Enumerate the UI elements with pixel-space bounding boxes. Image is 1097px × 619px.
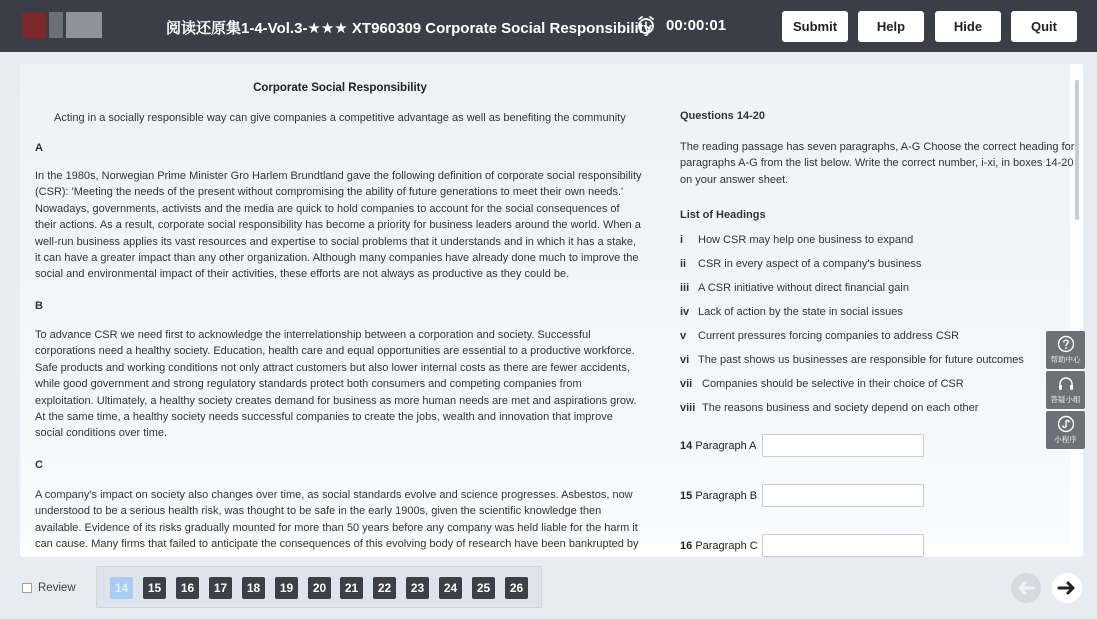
- heading-text: CSR in every aspect of a company's business: [698, 258, 922, 270]
- answer-label: Paragraph B: [695, 489, 758, 502]
- question-button-21[interactable]: 21: [340, 577, 363, 599]
- passage-title: Corporate Social Responsibility: [253, 82, 427, 94]
- question-button-19[interactable]: 19: [275, 577, 298, 599]
- question-button-23[interactable]: 23: [406, 577, 429, 599]
- heading-number: i: [680, 234, 684, 246]
- question-navigator: [96, 566, 542, 608]
- heading-item: [680, 234, 913, 246]
- question-button-22[interactable]: 22: [373, 577, 396, 599]
- paragraph-label: A: [35, 142, 43, 154]
- top-bar: [0, 0, 1097, 52]
- question-button-24[interactable]: 24: [439, 577, 462, 599]
- quit-button[interactable]: Quit: [1011, 11, 1077, 42]
- heading-text: The reasons business and society depend on each other: [702, 402, 979, 414]
- answer-input-15[interactable]: [762, 484, 924, 507]
- paragraph-text: To advance CSR we need first to acknowledge the interrelationship between a corporation and society. Successful corporations need a healthy society. Education, health care and equal opportunities are essential to a productive workforce. Safe products and working conditions not only attract customers but also lower internal costs as there are fewer accidents, while good government and strong regulatory standards protect both consumers and competing companies from exploitation. Ultimately, a healthy society creates demand for business as more human needs are met and aspirations grow. At the same time, a healthy society needs successful companies to create the jobs, wealth and innovation that improve social conditions over time.: [35, 329, 637, 440]
- qa-group-widget[interactable]: [1046, 371, 1085, 409]
- headings-title: List of Headings: [680, 209, 766, 221]
- question-button-18[interactable]: 18: [242, 577, 265, 599]
- heading-item: [680, 378, 964, 390]
- heading-text: Lack of action by the state in social issues: [698, 306, 903, 318]
- question-button-14[interactable]: 14: [110, 577, 133, 599]
- next-button[interactable]: [1052, 573, 1082, 603]
- question-button-15[interactable]: 15: [143, 577, 166, 599]
- paragraph-label: B: [35, 300, 43, 312]
- answer-row: [680, 534, 758, 557]
- arrow-left-icon: [1017, 581, 1035, 595]
- answer-row: [680, 484, 757, 507]
- heading-number: vii: [680, 378, 693, 390]
- answer-label: Paragraph C: [695, 539, 758, 552]
- question-button-25[interactable]: 25: [472, 577, 495, 599]
- content-area: [20, 64, 1083, 557]
- answer-row: [680, 434, 756, 457]
- question-button-26[interactable]: 26: [505, 577, 528, 599]
- heading-item: [680, 258, 921, 270]
- heading-item: [680, 306, 903, 318]
- previous-button[interactable]: [1011, 573, 1041, 603]
- help-center-label: 帮助中心: [1050, 355, 1081, 364]
- heading-number: ii: [680, 258, 687, 270]
- paragraph-text: In the 1980s, Norwegian Prime Minister Gro Harlem Brundtland gave the following definition of corporate social responsibility (CSR): 'Meeting the needs of the present without compromising the ability of future generations to meet their own needs.' Nowadays, governments, activists and the media are quick to hold companies to account for the social consequences of their actions. As a result, corporate social responsibility has become a priority for business leaders around the world. When a well-run business applies its vast resources and expertise to social problems that it understands and in which it has a stake, it can have a greater impact than any other organization. Although many companies have already done much to improve the social and environmental impact of their activities, these efforts are not always as productive as they could be.: [35, 170, 642, 281]
- heading-number: v: [680, 330, 687, 342]
- heading-number: viii: [680, 402, 696, 414]
- review-toggle[interactable]: [22, 582, 76, 594]
- mini-program-icon: [1057, 415, 1075, 433]
- answer-input-14[interactable]: [762, 434, 924, 457]
- question-button-20[interactable]: 20: [308, 577, 331, 599]
- timer: [636, 15, 726, 35]
- questions-pane[interactable]: [660, 64, 1075, 552]
- paragraph-text: A company's impact on society also changes over time, as social standards evolve and science progresses. Asbestos, now understood to be a serious health risk, was thought to be safe in the early 1900s, given the scientific knowledge then available. Evidence of its risks gradually mounted for more than 50 years before any company was held liable for the harm it can cause. Many firms that failed to anticipate the consequences of this evolving body of research have been bankrupted by: [35, 489, 639, 551]
- heading-item: [680, 330, 959, 342]
- question-number: 14: [680, 439, 693, 452]
- alarm-clock-icon: [636, 15, 656, 35]
- submit-button[interactable]: Submit: [782, 11, 848, 42]
- heading-item: [680, 354, 1024, 366]
- question-circle-icon: [1057, 335, 1075, 353]
- question-number: 15: [680, 489, 693, 502]
- hide-button[interactable]: Hide: [935, 11, 1001, 42]
- review-checkbox[interactable]: [22, 583, 32, 593]
- heading-text: Companies should be selective in their choice of CSR: [702, 378, 964, 390]
- test-title: 阅读还原集1-4-Vol.3-★★★ XT960309 Corporate Social Responsibility: [166, 20, 653, 37]
- help-button[interactable]: Help: [858, 11, 924, 42]
- heading-text: A CSR initiative without direct financial gain: [698, 282, 909, 294]
- passage-subtitle: Acting in a socially responsible way can give companies a competitive advantage as well as benefiting the community: [54, 112, 626, 124]
- heading-text: The past shows us businesses are responsible for future outcomes: [698, 354, 1024, 366]
- heading-item: [680, 282, 909, 294]
- question-button-16[interactable]: 16: [176, 577, 199, 599]
- arrow-right-icon: [1058, 581, 1076, 595]
- heading-item: [680, 402, 978, 414]
- answer-input-16[interactable]: [762, 534, 924, 557]
- questions-title: Questions 14-20: [680, 110, 765, 122]
- heading-text: Current pressures forcing companies to address CSR: [698, 330, 960, 342]
- mini-program-widget[interactable]: [1046, 411, 1085, 449]
- qa-group-label: 答疑小组: [1050, 395, 1081, 404]
- help-center-widget[interactable]: [1046, 331, 1085, 369]
- review-label: Review: [38, 582, 76, 594]
- passage-pane[interactable]: [20, 64, 660, 551]
- heading-number: iii: [680, 282, 690, 294]
- heading-number: vi: [680, 354, 690, 366]
- heading-number: iv: [680, 306, 690, 318]
- timer-value: 00:00:01: [666, 16, 727, 34]
- questions-instructions: The reading passage has seven paragraphs, A-G Choose the correct heading for paragraphs A-G from the list below. Write the correct number, i-xi, in boxes 14-20 on your answer sheet.: [680, 141, 1075, 186]
- paragraph-label: C: [35, 459, 43, 471]
- questions-scrollbar[interactable]: [1075, 80, 1079, 220]
- mini-program-label: 小程序: [1054, 435, 1077, 444]
- heading-text: How CSR may help one business to expand: [698, 234, 914, 246]
- headset-icon: [1057, 375, 1075, 393]
- answer-label: Paragraph A: [695, 439, 757, 452]
- logo: [22, 12, 102, 38]
- question-button-17[interactable]: 17: [209, 577, 232, 599]
- question-number: 16: [680, 539, 693, 552]
